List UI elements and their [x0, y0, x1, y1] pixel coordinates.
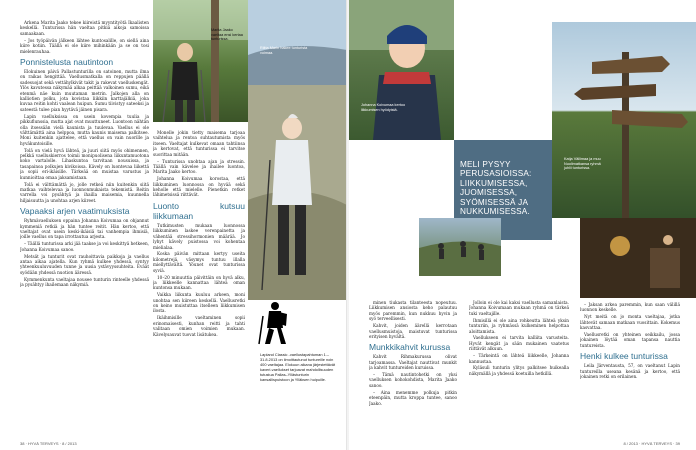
section-heading: Vapaaksi arjen vaatimuksista: [20, 206, 130, 217]
photo-cabin-interior: [580, 218, 696, 298]
paragraph: Nyt meitä on jo monta vaeltajaa, jotka lähtevät samaan matkaan vuosittain. Kokemus kasvattaa.: [580, 314, 680, 331]
right-column-c: [580, 302, 680, 435]
photo-caption: Johanna Koivumaa kertoo liikkumisen hyödyistä.: [361, 103, 406, 112]
right-column-a: [369, 300, 457, 435]
photo-group-hikers: [419, 218, 501, 276]
paragraph: – Aina menemme polkuja pitkin eteenpäin, mutta kroppa tuntee, sanoo Jaako.: [369, 389, 457, 406]
paragraph: Vaikka liikunta kuuluu arkeen, moni unohtaa sen kiireen keskellä. Vaellusretki on keino muistuttaa itselleen liikkumisen ilosta.: [153, 292, 245, 314]
section-heading: Ponnistelusta nautintoon: [20, 56, 114, 67]
paragraph: Elokuinen päivä Pallastunturilla on satoinen, mutta ilma on raikas hengittää. Vaellusmatkalla on reppujen päällä sadesuojat sekä vettähylkivät takit ja rakevat vaelluskengät. Ylös kavutessa näkymää alkaa peittää valkoinen sumu, eikä etenmä näe kuin muutaman metrin. Jalkojen alla on kalliotien polku, jota kovistaa liikkiin karttajälkiä, joka kuvaa reitin kohti vaalean huipun. Sumu tiivistyy sateeksi ja sateestä tulee pian hyytävä jäinen pisara.: [20, 68, 149, 112]
right-column-b: [469, 300, 569, 435]
portrait-illustration: [349, 0, 454, 140]
left-column-1: [20, 20, 149, 435]
pull-quote: MELI PYSYY PERUSASIOISSA: LIIKKUMISESSA, JUOMISESSA, SYÖMISESSÄ JA NUKKUMISESSA.: [460, 160, 532, 217]
paragraph: minen tiukasta tilanteesta nopeutuu. Liikkumisen ansiosta keho palautuu myös paremmin, kun nukkuu hyvin ja syö terveellisesti.: [369, 300, 457, 322]
paragraph: Tutkimusten mukaan luonnossa liikkuminen laskee verenpainetta ja vähentää stressihormonien määrää. Jo lyhyt kävely puistossa voi kohentaa mielialaa.: [153, 222, 245, 250]
paragraph: Johanna Koivumaa korostaa, että liikkuminen luonnossa on hyvää sekä keholle että mielelle. Pienetkin retket lähimetsissä riittävät.: [153, 176, 245, 198]
paragraph: Ryhmävaelluksen oppaina Johanna Koivumaa on ohjannut kymmeniä retkiä ja hän tuntee reitit. Hän kertoo, että vaeltajat ovat usein keski-ikäisiä tai vanhempia ihmisiä, joille vaellus on tapa irrottautua arjesta.: [20, 218, 149, 240]
photo-caption: Katja Vällimaa ja muu Nuolimatkansa ryhmä juhlii tunturissa.: [564, 157, 601, 171]
paragraph: – Tunturissa unohtaa ajan ja stressin. Täällä vain kävelee ja ihailee luontoa, Marita Jaako kertoo.: [153, 158, 245, 175]
paragraph: – Jos työpäivän jälkeen lähtee kuntosalille, on siellä aina kiire kotiin. Täällä ei ole kiire mihinkään ja se on tosi mielenrauhaa.: [20, 37, 149, 54]
paragraph: – Tärkeintä on lähteä liikkeelle, Johanna kannustaa.: [469, 353, 569, 364]
section-heading: Luonto kutsuu liikkumaan: [153, 200, 245, 221]
photo-johanna: [349, 0, 454, 140]
paragraph: Tolä on vielä hyvä lähteä, ja juuri siitä myös ohimennen, pelkkä vaelluskierros toimii monipuolisena liikuntamuotona koko vartalolle. Lihaskuntoa tarvitaan nousuissa, ja tasapainoa polkujen kivikoissa. Kävely on luontevaa liikettä ja sopii eri-ikäisille. Tärkeää on muistaa varustus ja kunnioittaa omaa jaksamistaan.: [20, 147, 149, 180]
right-page: [349, 0, 696, 450]
paragraph: Jolloin ei ole kai kaksi vaellusta samanlaista. Johanna Koivumaan mukaan ryhmä on tärkeä tuki vaeltajille.: [469, 300, 569, 316]
paragraph: – Täällä tunturissa arki jää taakse ja voi keskittyä hetkeen, Johanna Koivumaa sanoo.: [20, 241, 149, 252]
paragraph: Leila Järventausta, 57, on vaeltanut Lapin tuntureilla useana kesänä ja kertoo, että jokainen retki on erilainen.: [580, 363, 680, 380]
paragraph: Metsät ja tunturit ovat rauhoittavia paikkoja ja vaellus antaa aikaa ajatella. Kun ryhmä kulkee yhdessä, syntyy yhteenkuuluvuuden tunne ja uusia ystävyyssuhteita. Eväät syödään yhdessä nuotion ääressä.: [20, 253, 149, 275]
paragraph: – Tämä nautintohetki on yksi vaelluksen kohokohdista, Marita Jaako sanoo.: [369, 372, 457, 388]
paragraph: Arkena Marita Jaako tekee kiireistä myyntityötä Ikaalisten keskellä. Tunturissa hän vaeltaa pitkiä aikoja samoissa samaakaan.: [20, 20, 149, 36]
photo-woman-on-fell: [248, 0, 347, 300]
hiker-illustration: [153, 0, 248, 122]
paragraph: Kyläsuli tunturin ylitys palkitsee huikealla näkymällä ja yhdessä koetuilla hetkillä.: [469, 365, 569, 376]
signpost-illustration: [552, 22, 696, 218]
paragraph: 10–20 minuuttia päivittäin on hyvä alku, ja liikkeelle kannattaa lähteä oman kuntonsa mukaan.: [153, 274, 245, 291]
fell-landscape: [248, 0, 347, 300]
paragraph: Kahvit Rihmakurussa olivat tarjoamassa. Vaeltajat nauttivat munkit ja kahvit tuntureiden kuruissa.: [369, 354, 457, 371]
section-heading: Henki kulkee tunturissa: [580, 351, 668, 362]
paragraph: Monelle jokin tietty maisema tarjoaa vaihtelua ja rentoa suhtautumista myös itseen. Vaeltajat kulkevat omaan tahtiinsa ja kertovat, että tunturissa ei tarvitse suorittaa mitään.: [153, 130, 245, 157]
paragraph: Tolä ei välttämättä jo, jolle retkeä niin kuitenkin siitä matkaa vaihtelevaa ja luonnonmukaista tekemistä. Reitin varrella voi pysähtyä ja ihailla maisemia, kuunnella hiljaisuutta ja unohtaa arjen kiireet.: [20, 181, 149, 203]
paragraph: Ikäihmisille vaeltaminen sopii erinomaisesti, kunhan reitti ja tahti valitaan omien voimien mukaan. Kävelysauvat tuovat lisätukea.: [153, 315, 245, 337]
page-footer-left: 38 · HYVÄ TERVEYS · 8 / 2013: [20, 441, 77, 446]
hiker-silhouette-icon: [255, 300, 295, 345]
paragraph: Vaellusretki on yhteinen seikkailu, jossa jokainen löytää oman tapansa nauttia tuntureista.: [580, 332, 680, 348]
paragraph: Kahvit, joiden äärellä kerrotaan vaellusmuistoja, maistuvat tunturissa erityisen hyvältä.: [369, 323, 457, 339]
paragraph: Kymmenkunta vaeltajaa nousee tunturin rinteelle yhdessä ja pysähtyy ihailemaan näkymiä.: [20, 276, 149, 288]
paragraph: Koska päivän mittaan kertyy useita kilometrejä, väsymys tuntuu illalla miellyttävältä. Yöunet ovat tunturissa syviä.: [153, 251, 245, 273]
photo-caption: Riitta Marin hakee tunturista voimaa.: [260, 46, 308, 55]
info-box-text: Lapland Classic -vaellustapahtuman 1.–31.8.2013 on ilmoittautunut tuntureille noin 400 vaeltajaa. Elokuun aikana järjestettävät kaveri-vaellukset tarjoavat mahdollisuuden tutustua Pallas–Yllästunturin kansallispuistoon ja Ylläksen huipuille.: [260, 352, 336, 382]
paragraph: Vaellukseen ei tarvita kalliita varusteita. Hyvät kengät ja sään mukainen vaatetus riittävät alkuun.: [469, 335, 569, 352]
paragraph: Ihmisillä ei ole aina rohkeutta lähteä yksin tunturiin, ja ryhmässä kulkeminen helpottaa aloittamista.: [469, 317, 569, 334]
left-page: [0, 0, 347, 450]
page-footer-right: 8 / 2013 · HYVÄ TERVEYS · 39: [623, 441, 680, 446]
photo-caption: Marita Jaako vaeltaa ensi kertaa tunturissa.: [211, 28, 243, 42]
photo-marita-hiking: [153, 0, 248, 122]
paragraph: Lapin vaelluksissa on usein kovempia tuulia ja pikkuflunssia, mutta ajat ovat muuttuneet. Luontoon nähtän olla itsessään vielä kaunista ja tuulevaa. Vaellus ei ole välttämättä aina helppoa, mutta kaunis maisema palkitsee. Moni kuitenkin ajattelee, että vaellus on vain nuorille ja hyväkuntoisille.: [20, 113, 149, 146]
section-heading: Munkkikahvit kurussa: [369, 342, 451, 353]
photo-signpost: [552, 22, 696, 218]
paragraph: – Jaksan arkea paremmin, kun saan välillä luonnon keskelle.: [580, 302, 680, 313]
left-column-3: [153, 130, 245, 435]
